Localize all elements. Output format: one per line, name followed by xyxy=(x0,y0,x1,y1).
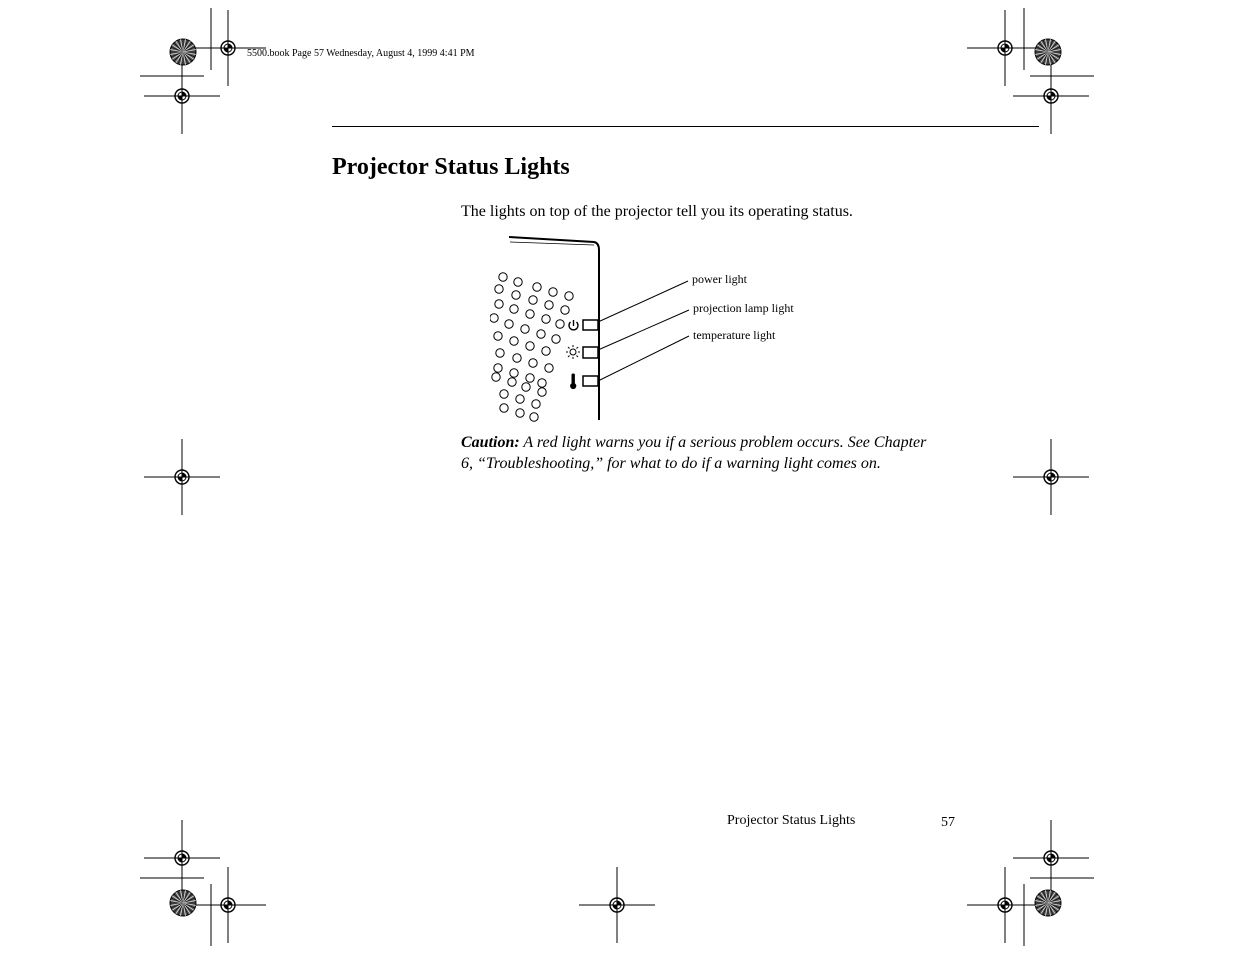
caution-note xyxy=(461,433,931,474)
vent-hole xyxy=(490,314,498,322)
page-title: Projector Status Lights xyxy=(332,154,570,180)
color-bar-starburst xyxy=(170,890,196,916)
registration-target xyxy=(967,10,1043,86)
vent-hole xyxy=(526,310,534,318)
vent-hole xyxy=(500,404,508,412)
color-bar-starburst xyxy=(1035,890,1061,916)
status-lights-figure xyxy=(490,232,820,424)
vent-hole xyxy=(549,288,557,296)
intro-text: The lights on top of the projector tell you its operating status. xyxy=(461,203,853,220)
projector-edge-inner xyxy=(510,242,594,245)
temperature-light-indicator xyxy=(583,376,598,386)
temperature-light-label: temperature light xyxy=(693,328,776,342)
vent-hole xyxy=(494,332,502,340)
footer-section-title: Projector Status Lights xyxy=(727,813,856,828)
thermometer-icon xyxy=(571,374,576,389)
vent-hole xyxy=(508,378,516,386)
vent-hole xyxy=(510,369,518,377)
vent-hole xyxy=(561,306,569,314)
temperature-leader-line xyxy=(598,336,689,381)
vent-hole xyxy=(496,349,504,357)
caution-label: Caution: xyxy=(461,434,520,451)
registration-target xyxy=(144,439,220,515)
vent-hole xyxy=(516,409,524,417)
vent-hole xyxy=(510,305,518,313)
print-slug: 5500.book Page 57 Wednesday, August 4, 1999 4:41 PM xyxy=(247,48,475,59)
power-light-label: power light xyxy=(692,272,747,286)
vent-hole xyxy=(542,347,550,355)
lamp-light-indicator xyxy=(583,347,598,358)
vent-hole xyxy=(521,325,529,333)
vent-hole xyxy=(522,383,530,391)
vent-hole xyxy=(512,291,520,299)
registration-target xyxy=(144,58,220,134)
vent-hole xyxy=(495,300,503,308)
vent-hole xyxy=(530,413,538,421)
vent-hole xyxy=(545,301,553,309)
vent-hole xyxy=(529,359,537,367)
vent-hole xyxy=(532,400,540,408)
vent-hole xyxy=(495,285,503,293)
lamp-light-label: projection lamp light xyxy=(693,301,794,315)
vent-hole xyxy=(513,354,521,362)
vent-hole xyxy=(526,374,534,382)
vent-hole xyxy=(526,342,534,350)
vent-hole xyxy=(533,283,541,291)
vent-hole xyxy=(537,330,545,338)
registration-target xyxy=(579,867,655,943)
vent-hole xyxy=(514,278,522,286)
caution-text: A red light warns you if a serious problem occurs. See Chapter 6, “Troubleshooting,” for what to do if a warning light comes on. xyxy=(461,434,927,472)
vent-grille xyxy=(490,273,573,421)
vent-hole xyxy=(510,337,518,345)
vent-hole xyxy=(516,395,524,403)
vent-hole xyxy=(565,292,573,300)
vent-hole xyxy=(538,379,546,387)
registration-target xyxy=(1013,439,1089,515)
vent-hole xyxy=(538,388,546,396)
power-icon xyxy=(569,320,578,330)
registration-target xyxy=(144,820,220,896)
vent-hole xyxy=(545,364,553,372)
vent-hole xyxy=(542,315,550,323)
lamp-icon xyxy=(566,345,580,359)
vent-hole xyxy=(500,390,508,398)
page-number: 57 xyxy=(941,815,955,830)
vent-hole xyxy=(505,320,513,328)
header-rule xyxy=(332,126,1039,127)
vent-hole xyxy=(529,296,537,304)
vent-hole xyxy=(494,364,502,372)
vent-hole xyxy=(552,335,560,343)
vent-hole xyxy=(499,273,507,281)
power-light-indicator xyxy=(583,320,598,330)
color-bar-starburst xyxy=(170,39,196,65)
color-bar-starburst xyxy=(1035,39,1061,65)
vent-hole xyxy=(492,373,500,381)
vent-hole xyxy=(556,320,564,328)
